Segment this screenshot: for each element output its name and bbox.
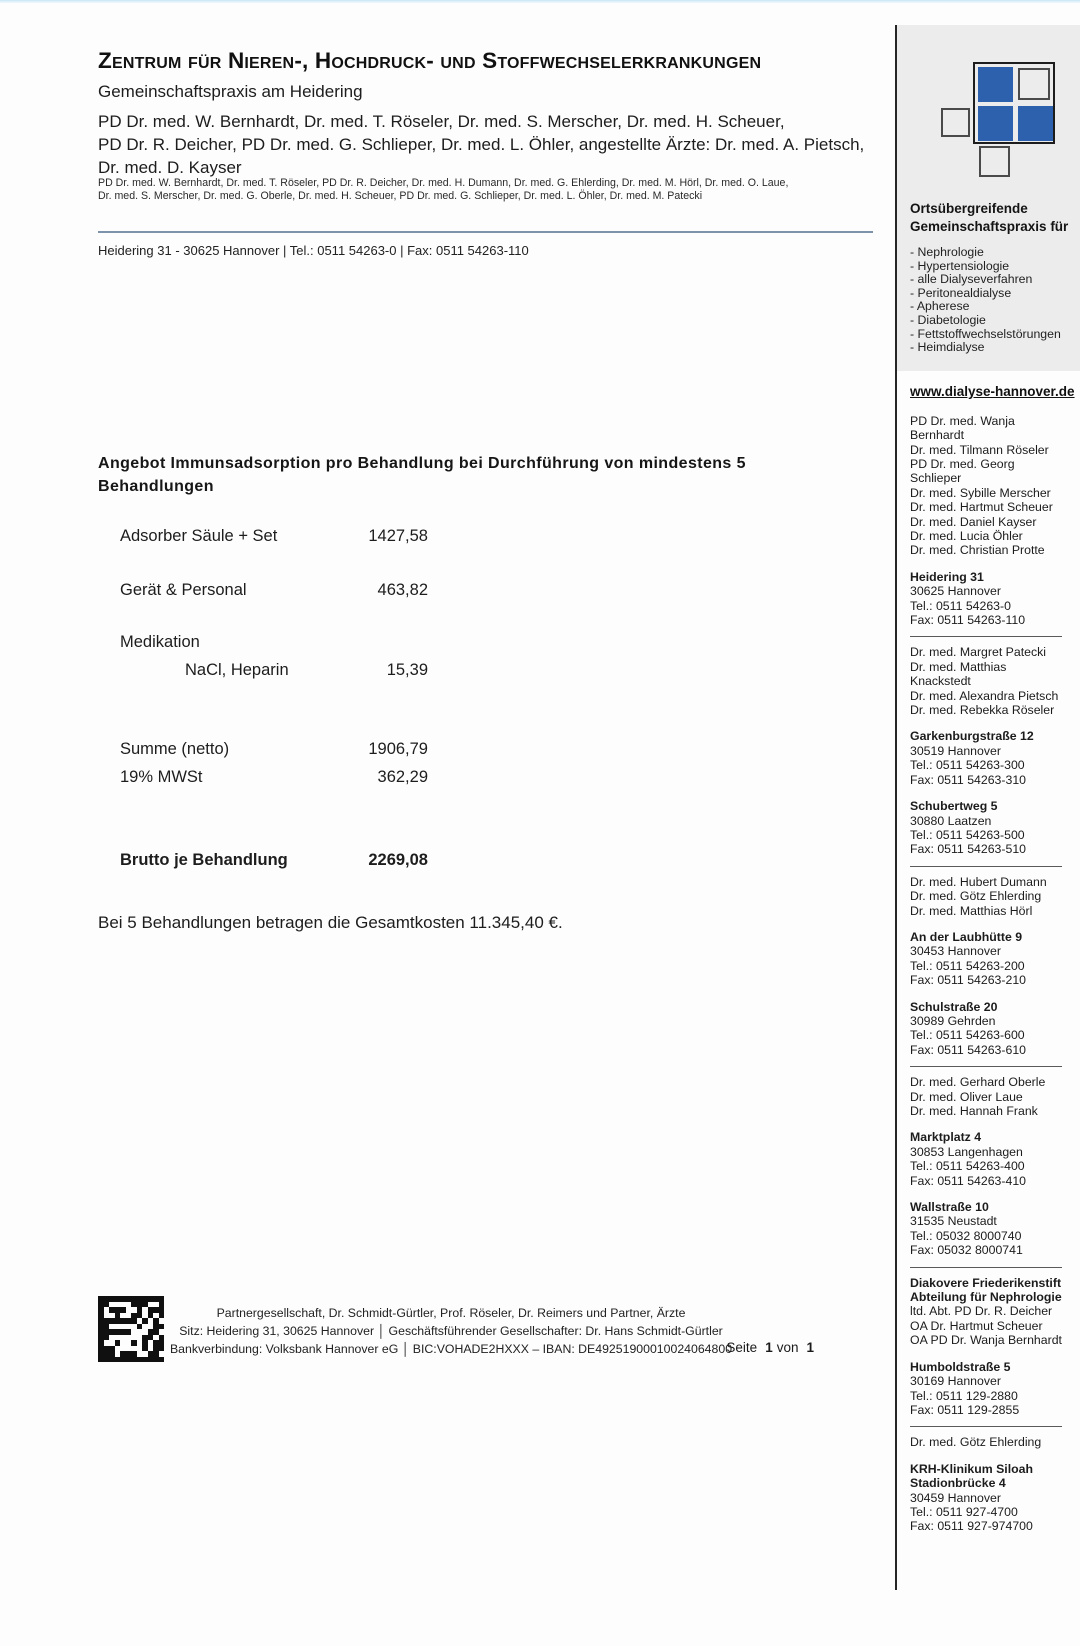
sidebar-org-title-line: Gemeinschaftspraxis für: [910, 219, 1069, 234]
offer-total-summary: Bei 5 Behandlungen betragen die Gesamtkosten 11.345,40 €.: [98, 913, 563, 932]
sidebar-line: Stadionbrücke 4: [910, 1476, 1006, 1491]
sidebar-line: Tel.: 0511 54263-300: [910, 758, 1025, 773]
sidebar-line: Tel.: 0511 54263-0: [910, 598, 1011, 613]
sidebar-line: Marktplatz 4: [910, 1130, 982, 1145]
sidebar-line: Dr. med. Hannah Frank: [910, 1104, 1038, 1118]
sidebar-line: An der Laubhütte 9: [910, 929, 1023, 944]
offer-row: [120, 661, 428, 679]
sidebar-line: Dr. med. Hartmut Scheuer: [910, 500, 1053, 515]
offer-row-value: 1427,58: [368, 527, 428, 545]
practice-contact-line: Heidering 31 - 30625 Hannover | Tel.: 0511 54263-0 | Fax: 0511 54263-110: [98, 243, 529, 258]
associate-doctors-line: PD Dr. med. W. Bernhardt, Dr. med. T. Röseler, PD Dr. R. Deicher, Dr. med. H. Dumann, Dr. med. G. Ehlerding, Dr. med. M. Hörl, Dr. med. O. Laue,: [98, 177, 789, 189]
sidebar-line: [910, 1267, 1062, 1268]
offer-row: [120, 740, 428, 758]
sidebar-line: Tel.: 0511 927-4700: [910, 1504, 1018, 1519]
offer-row-label: 19% MWSt: [120, 768, 203, 786]
sidebar-line: Dr. med. Gerhard Oberle: [910, 1075, 1046, 1090]
services-list: [910, 246, 1080, 355]
partner-doctors-line: PD Dr. med. W. Bernhardt, Dr. med. T. Röseler, Dr. med. S. Merscher, Dr. med. H. Scheuer,: [98, 112, 785, 131]
offer-row: [120, 581, 428, 599]
footer-legal-line: Partnergesellschaft, Dr. Schmidt-Gürtler, Prof. Röseler, Dr. Reimers und Partner, Ärzte: [216, 1306, 686, 1320]
offer-row-value: 463,82: [377, 581, 428, 599]
sidebar-line: Dr. med. Sybille Merscher: [910, 485, 1051, 500]
offer-heading: Angebot Immunsadsorption pro Behandlung bei Durchführung von mindestens 5 Behandlungen: [98, 455, 746, 495]
sidebar-line: Fax: 0511 54263-210: [910, 973, 1026, 988]
partner-doctors-line: Dr. med. D. Kayser: [98, 158, 242, 177]
service-item: - Diabetologie: [910, 312, 986, 327]
sidebar-line: Tel.: 0511 129-2880: [910, 1388, 1018, 1403]
header-divider-rule: [98, 231, 873, 233]
sidebar-line: 30453 Hannover: [910, 944, 1001, 959]
logo-blue-square-icon: [978, 67, 1013, 102]
service-item: - Fettstoffwechselstörungen: [910, 326, 1061, 341]
sidebar-line: [910, 866, 1062, 867]
service-item: - Apherese: [910, 299, 970, 314]
offer-row-label: Brutto je Behandlung: [120, 851, 288, 869]
sidebar-line: 30625 Hannover: [910, 584, 1001, 599]
offer-row: [120, 851, 428, 869]
sidebar-line: 30459 Hannover: [910, 1490, 1001, 1505]
sidebar-line: Fax: 0511 54263-510: [910, 842, 1026, 857]
offer-row-label: Summe (netto): [120, 740, 230, 758]
sidebar-line: Dr. med. Daniel Kayser: [910, 514, 1037, 529]
offer-table: [120, 527, 428, 869]
sidebar-line: Fax: 0511 54263-410: [910, 1173, 1026, 1188]
sidebar-line: Dr. med. Götz Ehlerding: [910, 1435, 1042, 1450]
sidebar-line: Heidering 31: [910, 569, 984, 584]
sidebar-line: 31535 Neustadt: [910, 1214, 997, 1229]
sidebar-line: Fax: 0511 927-974700: [910, 1519, 1033, 1534]
sidebar-line: 30880 Laatzen: [910, 813, 992, 828]
offer-row-label: Gerät & Personal: [120, 581, 247, 599]
sidebar-line: KRH-Klinikum Siloah: [910, 1461, 1033, 1476]
sidebar-line: 30853 Langenhagen: [910, 1144, 1023, 1159]
sidebar-line: [910, 636, 1062, 637]
service-item: - Heimdialyse: [910, 340, 985, 355]
sidebar-line: Dr. med. Hubert Dumann: [910, 874, 1047, 889]
sidebar-line: Dr. med. Rebekka Röseler: [910, 703, 1055, 718]
sidebar: [895, 25, 1080, 1590]
sidebar-line: Dr. med. Alexandra Pietsch: [910, 688, 1059, 703]
offer-row-label: Adsorber Säule + Set: [120, 527, 278, 545]
sidebar-line: Humboldstraße 5: [910, 1359, 1011, 1374]
logo-white-square-icon: [1018, 68, 1050, 100]
sidebar-line: OA Dr. Hartmut Scheuer: [910, 1318, 1043, 1333]
offer-row-value: 1906,79: [368, 740, 428, 758]
service-item: - Hypertensiologie: [910, 258, 1010, 273]
sidebar-org-title: [910, 200, 1080, 236]
sidebar-line: Diakovere Friederikenstift: [910, 1275, 1062, 1290]
sidebar-line: Fax: 05032 8000741: [910, 1243, 1023, 1258]
page-number: 1: [765, 1340, 773, 1355]
offer-row: [120, 633, 428, 651]
logo-white-square-icon: [941, 108, 970, 137]
service-item: - alle Dialyseverfahren: [910, 272, 1033, 287]
page-of-word: von: [776, 1340, 799, 1355]
sidebar-line: Dr. med. Matthias Knackstedt: [910, 659, 1007, 689]
offer-row-label: NaCl, Heparin: [185, 661, 289, 679]
practice-subtitle: Gemeinschaftspraxis am Heidering: [98, 82, 363, 101]
sidebar-line: 30519 Hannover: [910, 743, 1001, 758]
offer-row-value: 362,29: [377, 768, 428, 786]
logo-white-square-icon: [979, 146, 1010, 177]
sidebar-line: [910, 1066, 1062, 1067]
offer-row-value: 15,39: [386, 661, 428, 679]
offer-row: [120, 527, 428, 545]
sidebar-line: Tel.: 0511 54263-200: [910, 958, 1025, 973]
sidebar-line: Schubertweg 5: [910, 799, 998, 814]
offer-row-value: 2269,08: [368, 851, 428, 869]
sidebar-line: Tel.: 05032 8000740: [910, 1228, 1022, 1243]
sidebar-line: 30169 Hannover: [910, 1374, 1001, 1389]
sidebar-line: Garkenburgstraße 12: [910, 729, 1034, 744]
offer-row: [120, 768, 428, 786]
sidebar-line: Dr. med. Tilmann Röseler: [910, 442, 1049, 457]
sidebar-line: Dr. med. Christian Protte: [910, 543, 1045, 558]
sidebar-line: PD Dr. med. Georg Schlieper: [910, 456, 1015, 486]
associate-doctors-line: Dr. med. S. Merscher, Dr. med. G. Oberle, Dr. med. H. Scheuer, PD Dr. med. G. Schlieper, Dr. med. L. Öhler, Dr. med. M. Patecki: [98, 190, 703, 202]
sidebar-line: OA PD Dr. Wanja Bernhardt: [910, 1333, 1062, 1348]
sidebar-line: Dr. med. Oliver Laue: [910, 1089, 1023, 1104]
associate-doctors-list: [98, 177, 818, 203]
partner-doctors-line: PD Dr. R. Deicher, PD Dr. med. G. Schlieper, Dr. med. L. Öhler, angestellte Ärzte: Dr. med. A. Pietsch,: [98, 135, 865, 154]
sidebar-line: Dr. med. Götz Ehlerding: [910, 889, 1042, 904]
practice-title: Zentrum für Nieren-, Hochdruck- und Stoffwechselerkrankungen: [98, 48, 762, 73]
page-total: 1: [806, 1340, 814, 1355]
partner-doctors-list: [98, 110, 868, 179]
sidebar-line: Fax: 0511 54263-110: [910, 613, 1026, 628]
sidebar-line: Dr. med. Matthias Hörl: [910, 903, 1033, 918]
logo-blue-square-icon: [978, 106, 1013, 141]
sidebar-line: Fax: 0511 129-2855: [910, 1402, 1020, 1417]
logo-blue-square-icon: [1018, 106, 1053, 141]
footer-legal-line: Bankverbindung: Volksbank Hannover eG │ BIC:VOHADE2HXXX – IBAN: DE49251900010024064800: [169, 1342, 733, 1356]
sidebar-line: Schulstraße 20: [910, 999, 998, 1014]
page-number-indicator: [618, 1340, 818, 1355]
locations-doctors-list: [910, 414, 1064, 1534]
footer-legal-line: Sitz: Heidering 31, 30625 Hannover │ Geschäftsführender Gesellschafter: Dr. Hans Schmidt-Gürtler: [179, 1324, 723, 1338]
service-item: - Peritonealdialyse: [910, 285, 1012, 300]
service-item: - Nephrologie: [910, 245, 984, 259]
website-link[interactable]: www.dialyse-hannover.de: [910, 383, 1075, 399]
sidebar-org-title-line: Ortsübergreifende: [910, 201, 1028, 216]
sidebar-line: Tel.: 0511 54263-600: [910, 1028, 1025, 1043]
sidebar-line: Fax: 0511 54263-610: [910, 1042, 1026, 1057]
sidebar-line: PD Dr. med. Wanja Bernhardt: [910, 413, 1015, 443]
sidebar-line: Dr. med. Lucia Öhler: [910, 529, 1023, 543]
sidebar-line: ltd. Abt. PD Dr. R. Deicher: [910, 1304, 1053, 1319]
sidebar-line: Abteilung für Nephrologie: [910, 1290, 1062, 1305]
practice-logo: [941, 62, 1071, 180]
sidebar-line: Fax: 0511 54263-310: [910, 772, 1026, 787]
sidebar-line: Tel.: 0511 54263-500: [910, 827, 1025, 842]
sidebar-header-box: [897, 25, 1080, 371]
offer-row-label: Medikation: [120, 633, 200, 651]
sidebar-line: Wallstraße 10: [910, 1200, 989, 1215]
page-word: Seite: [726, 1340, 758, 1355]
sidebar-line: [910, 1426, 1062, 1427]
sidebar-line: 30989 Gehrden: [910, 1013, 996, 1028]
sidebar-line: Tel.: 0511 54263-400: [910, 1159, 1025, 1174]
sidebar-line: Dr. med. Margret Patecki: [910, 645, 1046, 660]
